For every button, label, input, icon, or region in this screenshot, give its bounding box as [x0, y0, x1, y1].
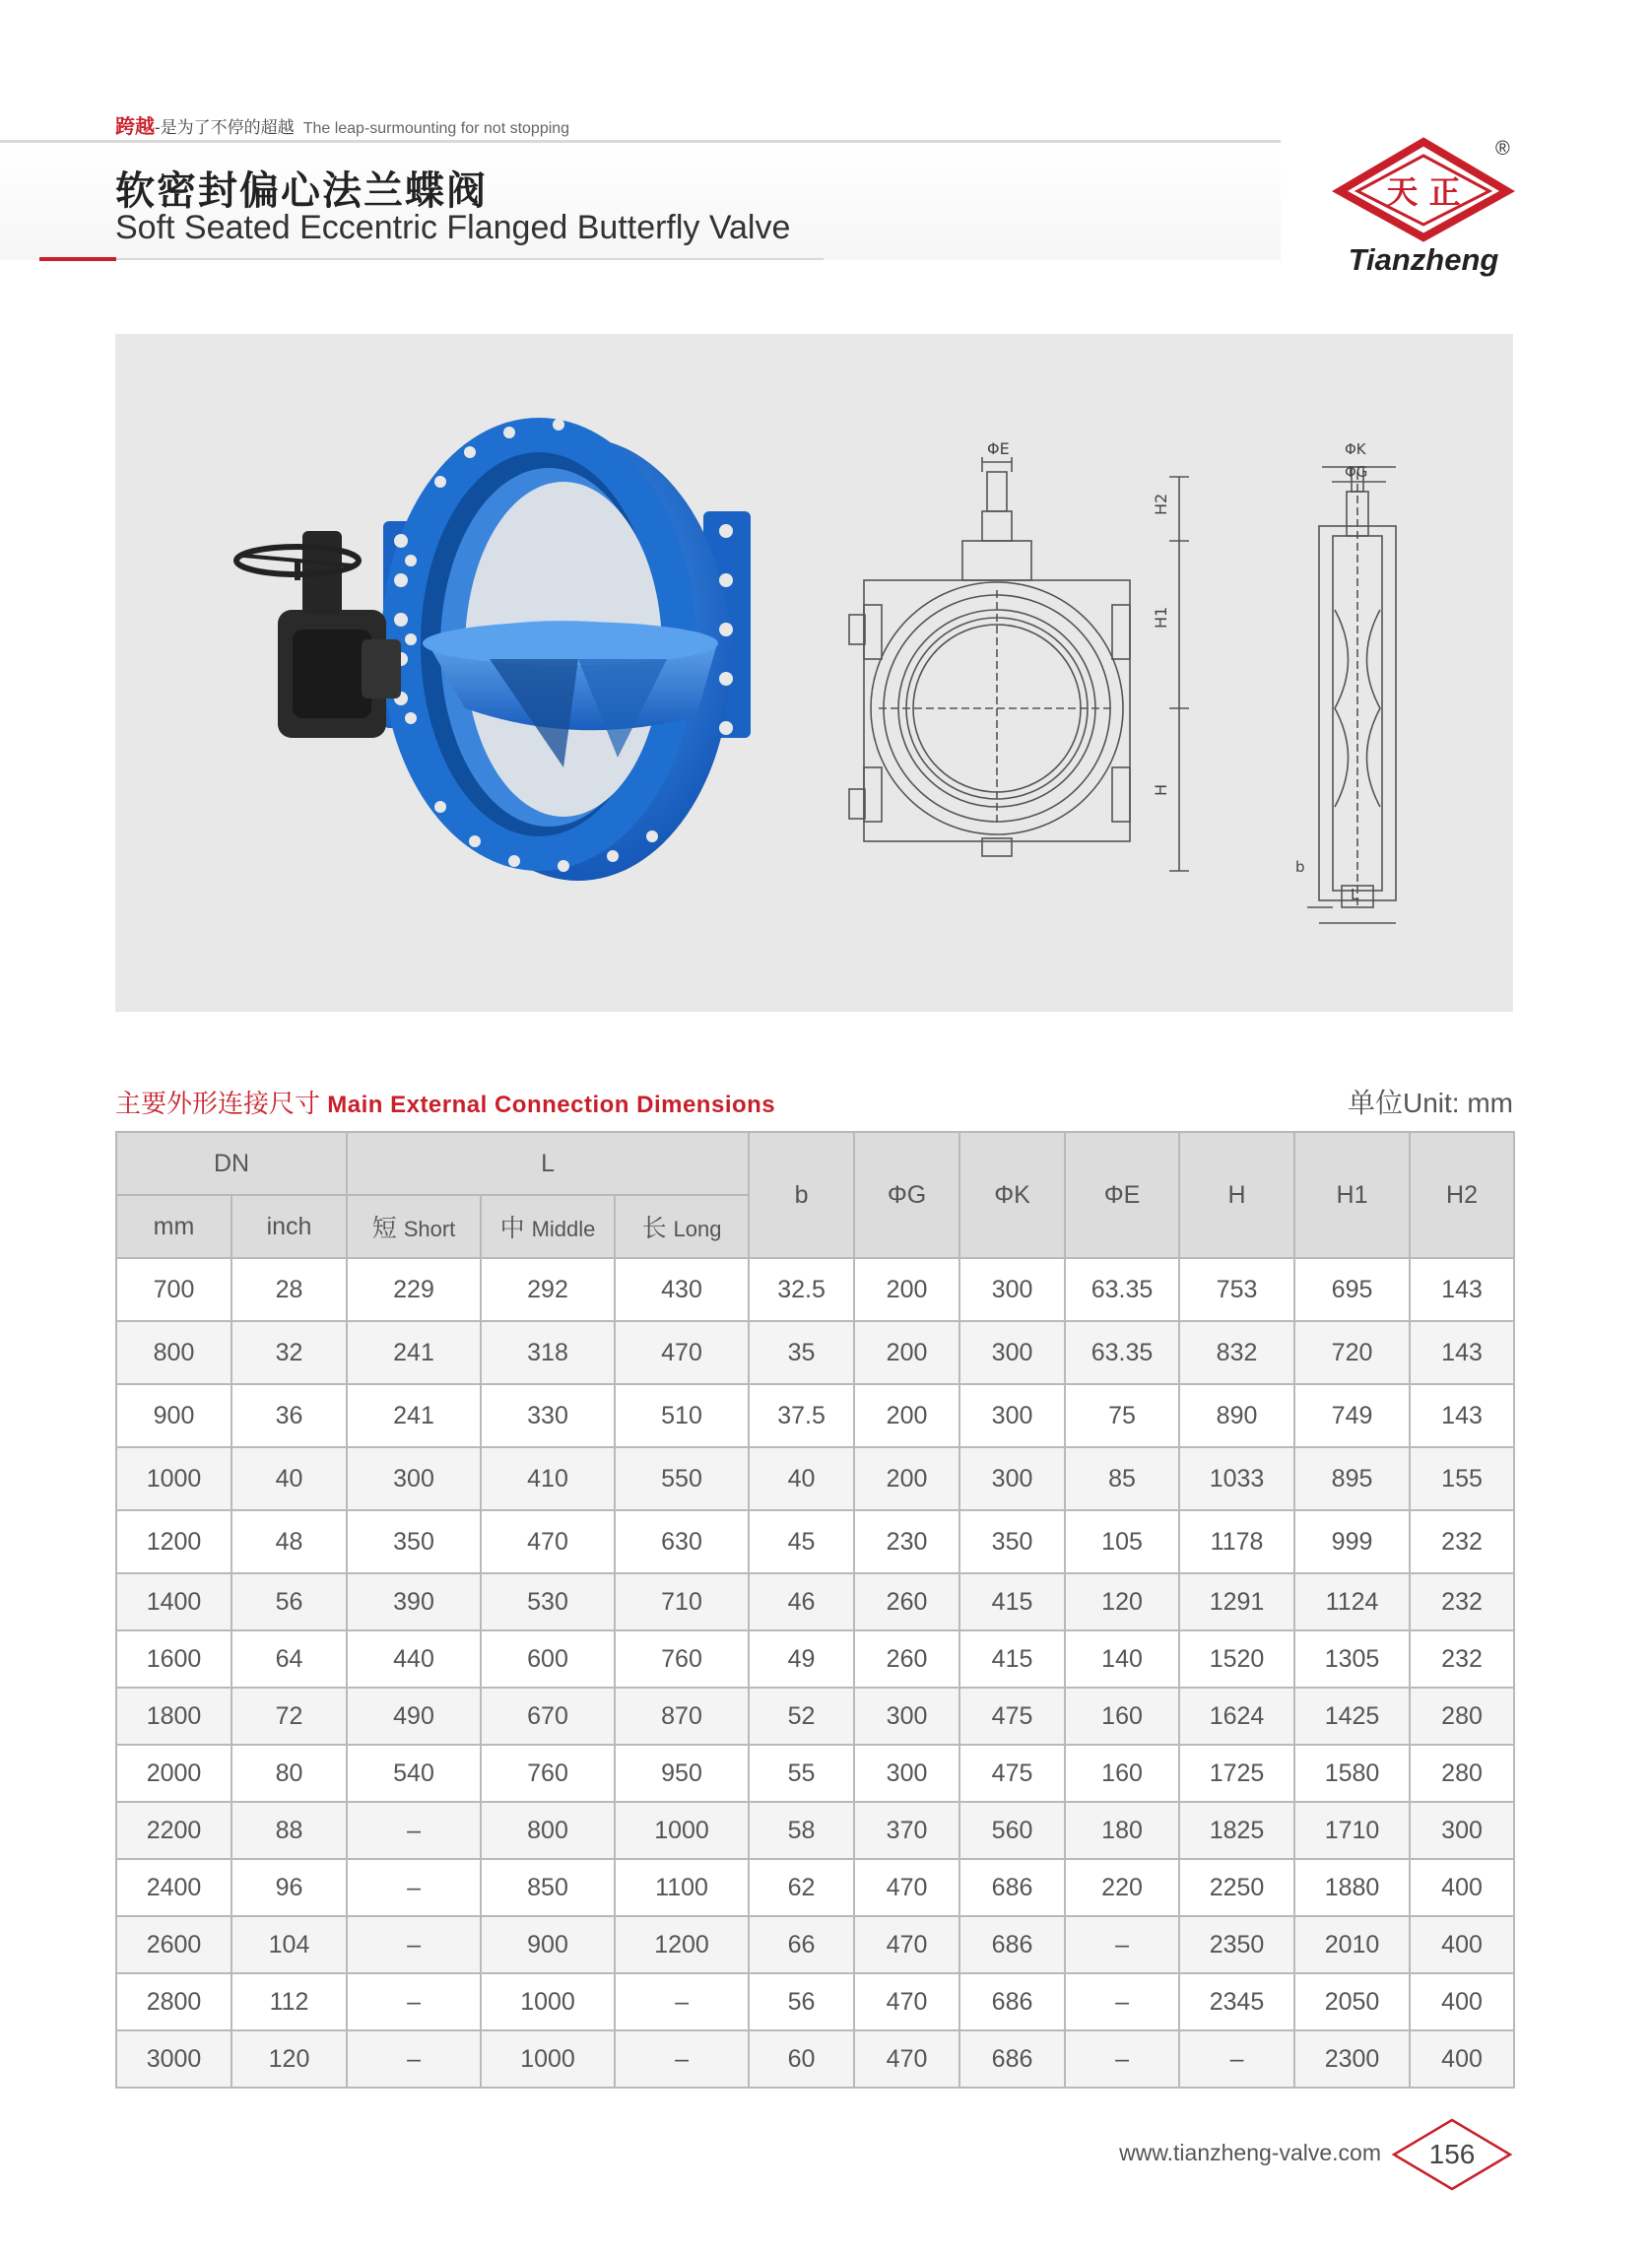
table-cell: 75	[1065, 1384, 1179, 1447]
table-cell: 470	[615, 1321, 749, 1384]
table-cell: –	[1065, 1973, 1179, 2030]
table-cell: 200	[854, 1258, 959, 1321]
table-cell: 370	[854, 1802, 959, 1859]
table-cell: 390	[347, 1573, 481, 1630]
table-cell: 1200	[615, 1916, 749, 1973]
table-cell: –	[615, 1973, 749, 2030]
table-cell: 400	[1410, 2030, 1514, 2088]
table-cell: –	[347, 1802, 481, 1859]
table-cell: 1425	[1294, 1688, 1410, 1745]
table-cell: 143	[1410, 1384, 1514, 1447]
table-cell: 760	[481, 1745, 615, 1802]
front-view-drawing	[849, 457, 1189, 871]
table-cell: 35	[749, 1321, 854, 1384]
table-cell: 490	[347, 1688, 481, 1745]
header-mm: mm	[116, 1195, 231, 1258]
table-cell: 850	[481, 1859, 615, 1916]
label-phi-k: ΦK	[1345, 440, 1366, 458]
table-cell: 950	[615, 1745, 749, 1802]
table-cell: 155	[1410, 1447, 1514, 1510]
table-cell: 80	[231, 1745, 347, 1802]
table-cell: 36	[231, 1384, 347, 1447]
table-cell: 530	[481, 1573, 615, 1630]
table-cell: 430	[615, 1258, 749, 1321]
table-cell: 695	[1294, 1258, 1410, 1321]
table-row	[116, 1510, 1514, 1573]
table-cell: 470	[481, 1510, 615, 1573]
table-cell: 62	[749, 1859, 854, 1916]
table-cell: 1624	[1179, 1688, 1294, 1745]
table-cell: 140	[1065, 1630, 1179, 1688]
table-cell: 120	[1065, 1573, 1179, 1630]
table-cell: 1124	[1294, 1573, 1410, 1630]
header-middle	[481, 1195, 615, 1258]
table-cell: 55	[749, 1745, 854, 1802]
registered-mark: ®	[1495, 138, 1510, 160]
table-cell: 229	[347, 1258, 481, 1321]
table-cell: 800	[116, 1321, 231, 1384]
section-title-cn: 主要外形连接尺寸	[115, 1089, 321, 1118]
table-cell: 280	[1410, 1745, 1514, 1802]
table-cell: 2250	[1179, 1859, 1294, 1916]
header-long	[615, 1195, 749, 1258]
table-cell: 260	[854, 1630, 959, 1688]
page-number-badge	[1391, 2117, 1513, 2192]
table-cell: 232	[1410, 1510, 1514, 1573]
table-cell: 241	[347, 1321, 481, 1384]
product-illustration-panel	[115, 334, 1513, 1012]
header-l: L	[347, 1132, 749, 1195]
page-number: 156	[1428, 2139, 1476, 2169]
table-cell: 318	[481, 1321, 615, 1384]
table-cell: 96	[231, 1859, 347, 1916]
table-cell: –	[615, 2030, 749, 2088]
table-cell: 40	[749, 1447, 854, 1510]
table-cell: 2010	[1294, 1916, 1410, 1973]
table-cell: 870	[615, 1688, 749, 1745]
table-cell: 1000	[615, 1802, 749, 1859]
table-row	[116, 1688, 1514, 1745]
table-cell: 66	[749, 1916, 854, 1973]
table-cell: 2000	[116, 1745, 231, 1802]
table-cell: 630	[615, 1510, 749, 1573]
table-row	[116, 1859, 1514, 1916]
table-cell: 670	[481, 1688, 615, 1745]
table-cell: 232	[1410, 1573, 1514, 1630]
table-cell: 800	[481, 1802, 615, 1859]
table-cell: 52	[749, 1688, 854, 1745]
table-cell: 300	[959, 1258, 1065, 1321]
table-cell: 330	[481, 1384, 615, 1447]
table-row	[116, 1258, 1514, 1321]
table-cell: 350	[959, 1510, 1065, 1573]
table-cell: 1725	[1179, 1745, 1294, 1802]
logo-diamond-icon	[1332, 134, 1515, 242]
table-cell: 220	[1065, 1859, 1179, 1916]
table-cell: 32	[231, 1321, 347, 1384]
table-cell: 600	[481, 1630, 615, 1688]
table-cell: 410	[481, 1447, 615, 1510]
table-cell: –	[1065, 2030, 1179, 2088]
table-cell: 40	[231, 1447, 347, 1510]
table-cell: 180	[1065, 1802, 1179, 1859]
header-inch: inch	[231, 1195, 347, 1258]
table-cell: 1710	[1294, 1802, 1410, 1859]
table-cell: 710	[615, 1573, 749, 1630]
table-cell: 2200	[116, 1802, 231, 1859]
table-cell: 1291	[1179, 1573, 1294, 1630]
table-cell: 440	[347, 1630, 481, 1688]
table-cell: 85	[1065, 1447, 1179, 1510]
table-cell: 160	[1065, 1688, 1179, 1745]
table-cell: 280	[1410, 1688, 1514, 1745]
table-cell: 56	[231, 1573, 347, 1630]
label-phi-e: ΦE	[987, 439, 1010, 458]
header-b: b	[749, 1132, 854, 1258]
table-cell: 46	[749, 1573, 854, 1630]
table-cell: 300	[1410, 1802, 1514, 1859]
table-cell: 686	[959, 1859, 1065, 1916]
table-cell: 2800	[116, 1973, 231, 2030]
table-cell: 104	[231, 1916, 347, 1973]
table-cell: 2050	[1294, 1973, 1410, 2030]
table-cell: 720	[1294, 1321, 1410, 1384]
table-cell: 1825	[1179, 1802, 1294, 1859]
table-cell: 300	[854, 1745, 959, 1802]
table-cell: 895	[1294, 1447, 1410, 1510]
table-cell: 300	[347, 1447, 481, 1510]
tianzheng-logo	[1332, 134, 1515, 282]
table-cell: 64	[231, 1630, 347, 1688]
table-cell: 470	[854, 2030, 959, 2088]
table-cell: 540	[347, 1745, 481, 1802]
header-long-cn: 长	[641, 1215, 667, 1242]
table-cell: 1178	[1179, 1510, 1294, 1573]
table-cell: 45	[749, 1510, 854, 1573]
table-cell: 510	[615, 1384, 749, 1447]
header-long-en: Long	[673, 1217, 722, 1241]
table-cell: 700	[116, 1258, 231, 1321]
header-h: H	[1179, 1132, 1294, 1258]
header-e: ΦE	[1065, 1132, 1179, 1258]
logo-mark-text: 天 正	[1386, 173, 1461, 211]
page-title-cn: 软密封偏心法兰蝶阀	[115, 169, 488, 213]
header-h2: H2	[1410, 1132, 1514, 1258]
table-cell: 400	[1410, 1859, 1514, 1916]
table-cell: 48	[231, 1510, 347, 1573]
table-cell: 72	[231, 1688, 347, 1745]
tagline-cn: -是为了不停的超越	[155, 118, 295, 137]
table-cell: 2400	[116, 1859, 231, 1916]
table-cell: 200	[854, 1447, 959, 1510]
table-cell: 292	[481, 1258, 615, 1321]
page-title-en: Soft Seated Eccentric Flanged Butterfly Valve	[115, 209, 791, 246]
table-cell: 470	[854, 1973, 959, 2030]
table-cell: 475	[959, 1688, 1065, 1745]
table-cell: 832	[1179, 1321, 1294, 1384]
footer-url: www.tianzheng-valve.com	[1119, 2140, 1381, 2165]
table-row	[116, 2030, 1514, 2088]
label-phi-g: ΦG	[1345, 463, 1368, 481]
logo-brand: Tianzheng	[1348, 242, 1499, 277]
table-cell: 415	[959, 1573, 1065, 1630]
table-cell: 900	[116, 1384, 231, 1447]
table-cell: 143	[1410, 1321, 1514, 1384]
table-cell: 1100	[615, 1859, 749, 1916]
table-row	[116, 1573, 1514, 1630]
table-cell: 686	[959, 1916, 1065, 1973]
table-body	[116, 1258, 1514, 2088]
table-cell: 63.35	[1065, 1321, 1179, 1384]
label-l: L	[1351, 886, 1359, 903]
section-title	[115, 1084, 775, 1120]
table-cell: 1600	[116, 1630, 231, 1688]
table-cell: 400	[1410, 1973, 1514, 2030]
table-cell: 900	[481, 1916, 615, 1973]
header-short	[347, 1195, 481, 1258]
header-middle-en: Middle	[531, 1217, 596, 1241]
table-row	[116, 1321, 1514, 1384]
table-cell: 470	[854, 1859, 959, 1916]
table-cell: 260	[854, 1573, 959, 1630]
header-g: ΦG	[854, 1132, 959, 1258]
table-row	[116, 1630, 1514, 1688]
table-cell: 1800	[116, 1688, 231, 1745]
header-short-cn: 短	[371, 1215, 397, 1242]
table-cell: –	[347, 1916, 481, 1973]
table-cell: –	[347, 2030, 481, 2088]
table-cell: 753	[1179, 1258, 1294, 1321]
table-cell: 300	[959, 1321, 1065, 1384]
table-cell: 470	[854, 1916, 959, 1973]
table-cell: 200	[854, 1384, 959, 1447]
table-cell: 56	[749, 1973, 854, 2030]
table-cell: 120	[231, 2030, 347, 2088]
table-cell: 49	[749, 1630, 854, 1688]
table-cell: 232	[1410, 1630, 1514, 1688]
table-cell: 32.5	[749, 1258, 854, 1321]
table-cell: 1305	[1294, 1630, 1410, 1688]
table-cell: –	[1179, 2030, 1294, 2088]
table-row	[116, 1916, 1514, 1973]
title-accent-line	[39, 257, 116, 261]
tagline	[115, 110, 569, 139]
header-k: ΦK	[959, 1132, 1065, 1258]
table-cell: 550	[615, 1447, 749, 1510]
header-short-en: Short	[403, 1217, 456, 1241]
table-cell: 230	[854, 1510, 959, 1573]
table-row	[116, 1384, 1514, 1447]
table-cell: 105	[1065, 1510, 1179, 1573]
table-cell: 1200	[116, 1510, 231, 1573]
tagline-accent: 跨越	[115, 116, 155, 138]
label-h: H	[1152, 783, 1170, 796]
header-dn: DN	[116, 1132, 347, 1195]
table-cell: 241	[347, 1384, 481, 1447]
table-cell: 1400	[116, 1573, 231, 1630]
side-view-drawing	[1307, 467, 1396, 923]
table-cell: 112	[231, 1973, 347, 2030]
table-cell: 3000	[116, 2030, 231, 2088]
table-cell: 1000	[116, 1447, 231, 1510]
table-cell: 88	[231, 1802, 347, 1859]
label-h2: H2	[1152, 493, 1170, 515]
table-cell: 300	[959, 1384, 1065, 1447]
table-cell: 60	[749, 2030, 854, 2088]
table-cell: –	[347, 1973, 481, 2030]
table-cell: 1520	[1179, 1630, 1294, 1688]
table-row	[116, 1802, 1514, 1859]
section-title-en: Main External Connection Dimensions	[327, 1092, 776, 1118]
table-cell: 1033	[1179, 1447, 1294, 1510]
table-cell: 686	[959, 1973, 1065, 2030]
table-cell: 143	[1410, 1258, 1514, 1321]
valve-illustrations	[115, 334, 1513, 1012]
table-cell: 2300	[1294, 2030, 1410, 2088]
table-cell: 350	[347, 1510, 481, 1573]
table-cell: 2350	[1179, 1916, 1294, 1973]
table-cell: 400	[1410, 1916, 1514, 1973]
table-cell: –	[347, 1859, 481, 1916]
unit-label: 单位Unit: mm	[1347, 1088, 1513, 1118]
dimensions-table	[115, 1131, 1515, 2089]
table-cell: 760	[615, 1630, 749, 1688]
valve-photo	[236, 418, 751, 881]
table-cell: 28	[231, 1258, 347, 1321]
table-row	[116, 1973, 1514, 2030]
table-cell: 300	[854, 1688, 959, 1745]
table-cell: 200	[854, 1321, 959, 1384]
table-cell: 890	[1179, 1384, 1294, 1447]
table-cell: 300	[959, 1447, 1065, 1510]
tagline-en: The leap-surmounting for not stopping	[302, 120, 570, 137]
title-divider	[116, 258, 824, 260]
table-cell: 37.5	[749, 1384, 854, 1447]
label-b: b	[1295, 858, 1305, 876]
table-cell: 2600	[116, 1916, 231, 1973]
header-h1: H1	[1294, 1132, 1410, 1258]
table-cell: 749	[1294, 1384, 1410, 1447]
table-cell: 560	[959, 1802, 1065, 1859]
table-cell: 2345	[1179, 1973, 1294, 2030]
table-cell: –	[1065, 1916, 1179, 1973]
table-cell: 1000	[481, 1973, 615, 2030]
table-cell: 1000	[481, 2030, 615, 2088]
table-row	[116, 1745, 1514, 1802]
table-cell: 415	[959, 1630, 1065, 1688]
table-cell: 58	[749, 1802, 854, 1859]
table-cell: 63.35	[1065, 1258, 1179, 1321]
table-cell: 1580	[1294, 1745, 1410, 1802]
table-cell: 475	[959, 1745, 1065, 1802]
table-row	[116, 1447, 1514, 1510]
table-cell: 686	[959, 2030, 1065, 2088]
table-cell: 1880	[1294, 1859, 1410, 1916]
table-cell: 999	[1294, 1510, 1410, 1573]
label-h1: H1	[1152, 606, 1170, 629]
table-cell: 160	[1065, 1745, 1179, 1802]
header-middle-cn: 中	[499, 1215, 525, 1242]
